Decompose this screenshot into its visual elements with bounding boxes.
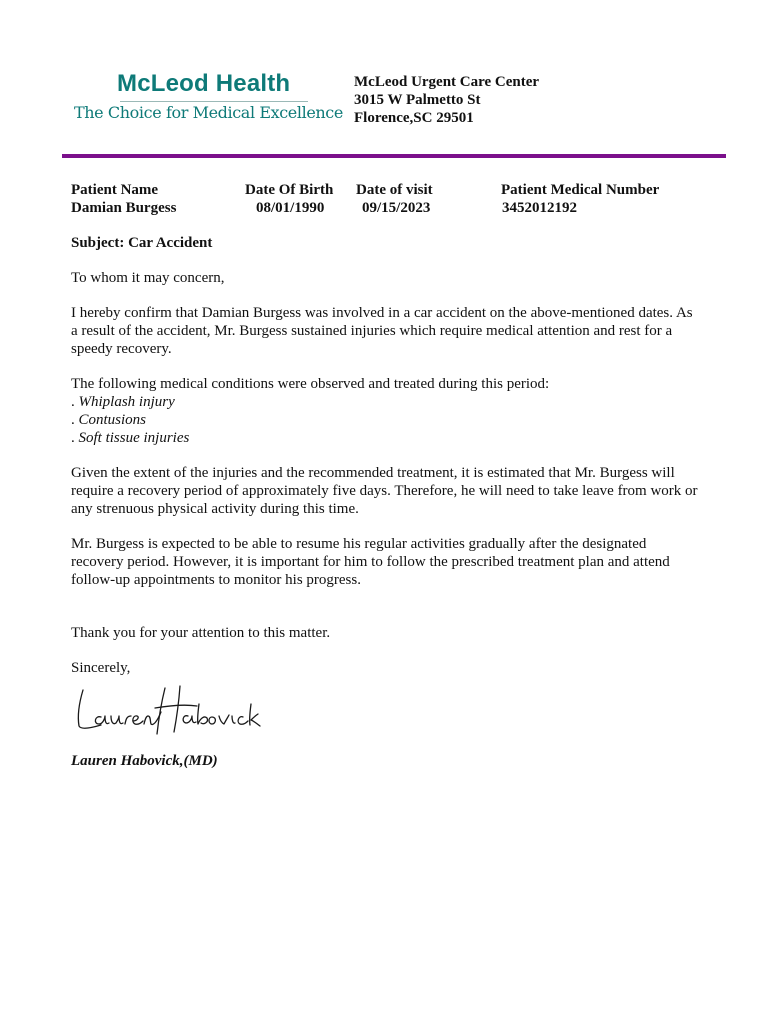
- date-of-visit-field: [356, 181, 433, 217]
- date-of-birth-value: 08/01/1990: [256, 200, 325, 216]
- medical-number-label: Patient Medical Number: [501, 182, 660, 198]
- closing-line: Sincerely,: [71, 660, 131, 676]
- date-of-visit-value: 09/15/2023: [362, 200, 431, 216]
- logo-tagline: The Choice for Medical Excellence: [74, 103, 343, 122]
- patient-name-field: [71, 181, 176, 217]
- address-line-clinic: McLeod Urgent Care Center: [354, 74, 540, 90]
- logo-name: McLeod Health: [117, 70, 291, 97]
- address-line-city: Florence,SC 29501: [354, 110, 474, 126]
- condition-item: . Whiplash injury: [71, 394, 175, 410]
- condition-text: Soft tissue injuries: [78, 430, 190, 446]
- medical-number-value: 3452012192: [502, 200, 577, 216]
- medical-number-field: [501, 181, 659, 217]
- date-of-birth-field: [245, 181, 333, 217]
- paragraph-recovery: Given the extent of the injuries and the recommended treatment, it is estimated that Mr. Burgess will require a recovery period of approximately five days. Therefore, he will need to take leave from work or any strenuous physical activity during this time.: [71, 465, 698, 517]
- condition-item: . Contusions: [71, 412, 147, 428]
- mcleod-health-logo: [72, 70, 356, 126]
- paragraph-follow-up: Mr. Burgess is expected to be able to resume his regular activities gradually after the designated recovery period. However, it is important for him to follow the prescribed treatment plan and attend follow-up appointments to monitor his progress.: [71, 536, 670, 588]
- clinic-address: [354, 73, 539, 127]
- header-divider: [62, 154, 726, 158]
- date-of-birth-label: Date Of Birth: [245, 182, 334, 198]
- conditions-intro: The following medical conditions were observed and treated during this period:: [71, 376, 550, 392]
- date-of-visit-label: Date of visit: [356, 182, 433, 198]
- condition-text: Whiplash injury: [78, 394, 175, 410]
- handwritten-signature: [71, 682, 261, 736]
- paragraph-confirmation: I hereby confirm that Damian Burgess was involved in a car accident on the above-mentioned dates. As a result of the accident, Mr. Burgess sustained injuries which require medical attention and rest for a speedy recovery.: [71, 305, 693, 357]
- thanks-line: Thank you for your attention to this matter.: [71, 625, 331, 641]
- signer-name: Lauren Habovick,(MD): [71, 753, 218, 769]
- salutation: To whom it may concern,: [71, 270, 225, 286]
- patient-name-label: Patient Name: [71, 182, 159, 198]
- letter-body: [71, 234, 701, 677]
- condition-item: . Soft tissue injuries: [71, 430, 190, 446]
- logo-divider: [120, 101, 308, 102]
- subject-line: Subject: Car Accident: [71, 235, 213, 251]
- patient-name-value: Damian Burgess: [71, 200, 177, 216]
- address-line-street: 3015 W Palmetto St: [354, 92, 481, 108]
- condition-text: Contusions: [78, 412, 147, 428]
